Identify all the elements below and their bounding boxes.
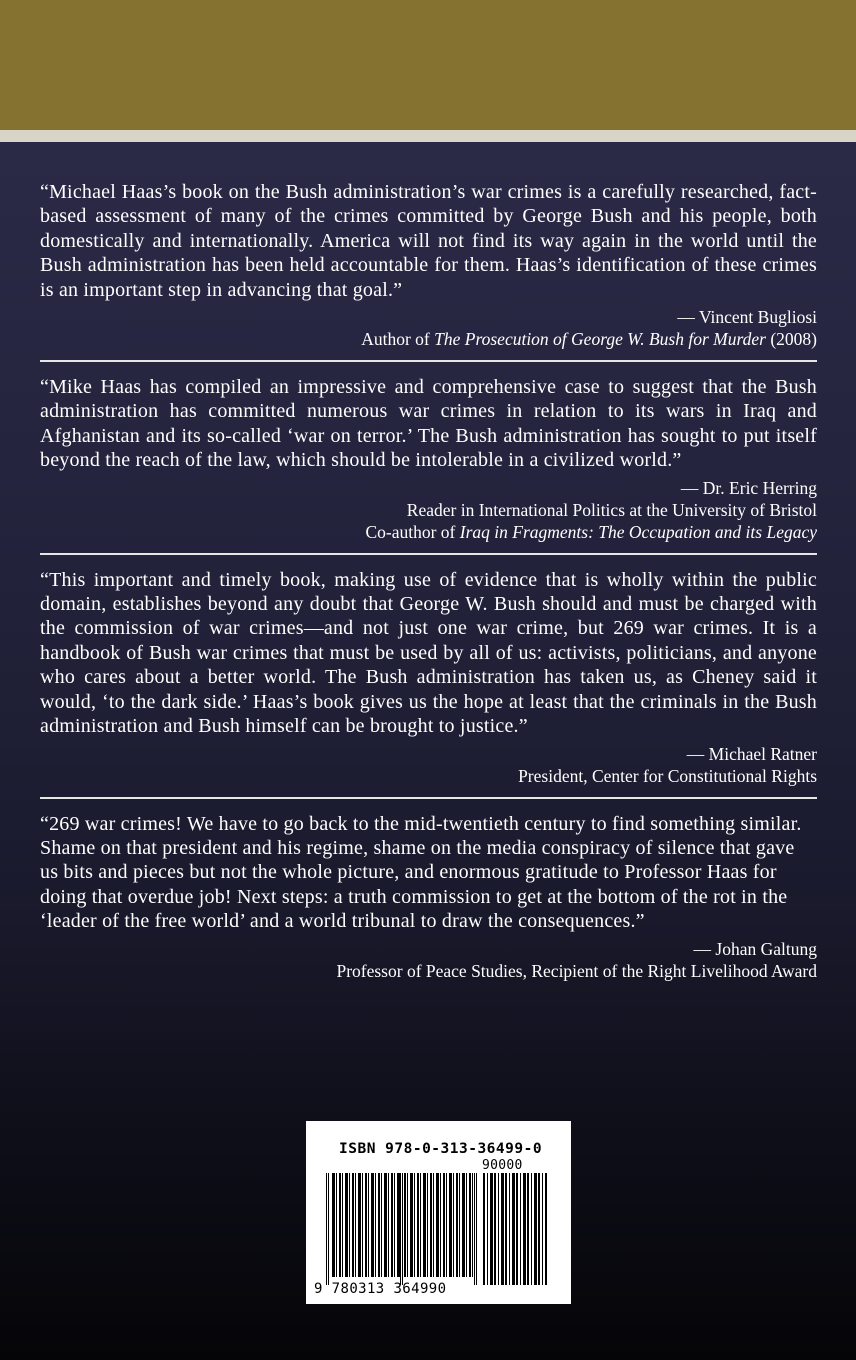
barcode-guard-left — [326, 1173, 330, 1285]
endorsement-author-role: Author of The Prosecution of George W. Bush for Murder (2008) — [361, 329, 817, 350]
isbn-number: ISBN 978-0-313-36499-0 — [339, 1141, 543, 1157]
endorsement-bugliosi — [40, 180, 817, 350]
book-title: Iraq in Fragments: The Occupation and its Legacy — [459, 521, 817, 542]
barcode-guard-right — [474, 1173, 478, 1285]
isbn-barcode — [306, 1121, 571, 1304]
book-title: The Prosecution of George W. Bush for Murder — [434, 329, 766, 350]
endorsement-ratner — [40, 568, 817, 787]
endorsement-quote: “269 war crimes! We have to go back to the mid-twentieth century to find something similar. Shame on that president and his regime, shame on the media conspiracy of silence that gave us bits and pieces but not the whole picture, and enormous gratitude to Professor Haas for doing that overdue job! Next steps: a truth commission to get at the bottom of the rot in the ‘leader of the free world’ and a world tribunal to draw the consequences.” — [40, 812, 802, 933]
endorsement-author: — Johan Galtung — [693, 938, 817, 959]
endorsement-quote: “Mike Haas has compiled an impressive and comprehensive case to suggest that the Bush administration has committed numerous war crimes in relation to its wars in Iraq and Afghanistan and its so-called ‘war on terror.’ The Bush administration has sought to put itself beyond the reach of the law, which should be intolerable in a civilized world.” — [40, 376, 817, 472]
endorsement-author-role: Co-author of Iraq in Fragments: The Occupation and its Legacy — [365, 521, 817, 542]
section-divider — [40, 553, 817, 555]
barcode-addon-bars — [483, 1173, 547, 1285]
endorsement-galtung — [40, 812, 817, 982]
endorsement-herring — [40, 375, 817, 543]
endorsement-author-role: Professor of Peace Studies, Recipient of the Right Livelihood Award — [336, 960, 817, 981]
endorsement-author: — Michael Ratner — [686, 743, 817, 764]
ean-digits: 9 780313 364990 — [314, 1281, 447, 1297]
endorsements — [40, 180, 817, 982]
section-divider — [40, 797, 817, 799]
section-divider — [40, 360, 817, 362]
endorsement-quote: “Michael Haas’s book on the Bush administration’s war crimes is a carefully researched, fact-based assessment of many of the crimes committed by George Bush and his people, both domestically and internationally. America will not find its way again in the world until the Bush administration has been held accountable for them. Haas’s identification of these crimes is an important step in advancing that goal.” — [40, 181, 817, 301]
endorsement-quote: “This important and timely book, making use of evidence that is wholly within the public domain, establishes beyond any doubt that George W. Bush should and must be charged with the commission of war crimes—and not just one war crime, but 269 war crimes. It is a handbook of Bush war crimes that must be used by all of us: activists, politicians, and anyone who cares about a better world. The Bush administration has taken us, as Cheney said it would, ‘to the dark side.’ Haas’s book gives us the hope at least that the criminals in the Bush administration and Bush himself can be brought to justice.” — [40, 568, 817, 738]
endorsement-author: — Dr. Eric Herring — [680, 477, 817, 498]
endorsement-author-role: President, Center for Constitutional Rights — [518, 765, 817, 786]
barcode-guard-center — [400, 1173, 404, 1285]
endorsement-author-role: Reader in International Politics at the University of Bristol — [406, 499, 817, 520]
top-color-band — [0, 0, 856, 130]
price-code: 90000 — [482, 1158, 523, 1173]
endorsement-author: — Vincent Bugliosi — [677, 307, 817, 328]
top-divider-rule — [0, 130, 856, 142]
